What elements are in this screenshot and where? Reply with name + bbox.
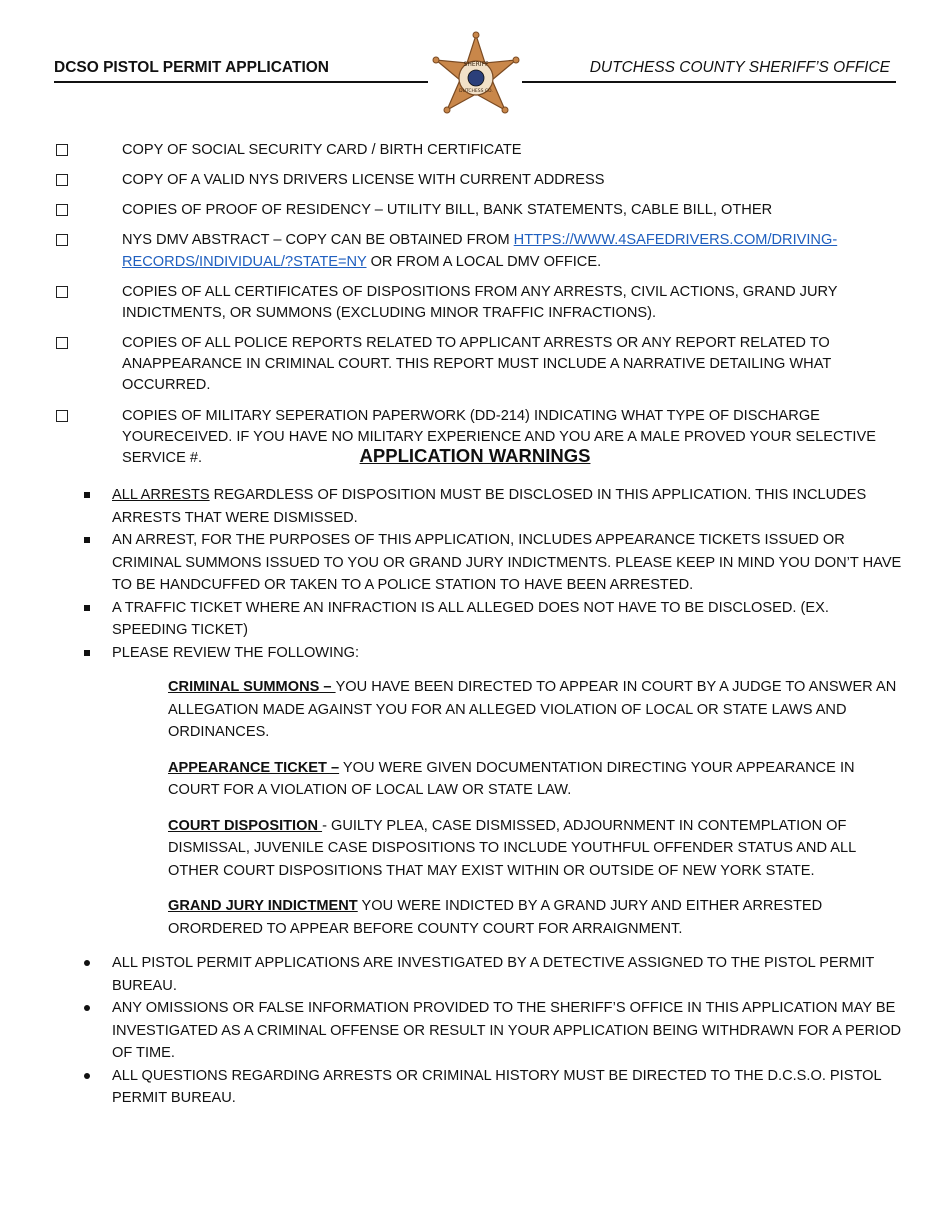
round-bullet-icon [84,1073,90,1079]
definition-item: APPEARANCE TICKET – YOU WERE GIVEN DOCUMENTATION DIRECTING YOUR APPEARANCE IN COURT FOR A VIOLATION OF LOCAL LAW OR STATE LAW. [168,759,855,798]
round-bullet-icon [84,1005,90,1011]
notes-list [84,952,904,1110]
list-item: ALL QUESTIONS REGARDING ARRESTS OR CRIMINAL HISTORY MUST BE DIRECTED TO THE D.C.S.O. PISTOL PERMIT BUREAU. [84,1065,904,1110]
square-bullet-icon [84,650,90,656]
badge-sub-text: DUTCHESS CO. [459,89,493,94]
sheriff-badge-icon [430,30,522,130]
form-title: DCSO PISTOL PERMIT APPLICATION [54,57,428,83]
badge-text: SHERIFF [463,61,489,68]
list-item: AN ARREST, FOR THE PURPOSES OF THIS APPLICATION, INCLUDES APPEARANCE TICKETS ISSUED OR CRIMINAL SUMMONS ISSUED TO YOU OR GRAND JURY INDICTMENTS. PLEASE KEEP IN MIND YOU DON’T HAVE TO BE HANDCUFFED OR TAKEN TO A POLICE STATION TO HAVE BEEN ARRESTED. [84,529,904,597]
checklist-item: COPIES OF ALL POLICE REPORTS RELATED TO APPLICANT ARRESTS OR ANY REPORT RELATED TO ANAPPEARANCE IN CRIMINAL COURT. THIS REPORT MUST INCLUDE A NARRATIVE DETAILING WHAT OCCURRED. [56,333,916,396]
checkbox[interactable] [56,337,68,349]
checklist-item: COPIES OF ALL CERTIFICATES OF DISPOSITIONS FROM ANY ARRESTS, CIVIL ACTIONS, GRAND JURY INDICTMENTS, OR SUMMONS (EXCLUDING MINOR TRAFFIC INFRACTIONS). [56,282,916,324]
checkbox[interactable] [56,144,68,156]
warnings-heading: APPLICATION WARNINGS [359,445,591,466]
document-checklist [56,140,916,478]
checklist-item: COPY OF SOCIAL SECURITY CARD / BIRTH CERTIFICATE [56,140,916,161]
warnings-list [84,484,904,664]
checklist-item: COPIES OF PROOF OF RESIDENCY – UTILITY BILL, BANK STATEMENTS, CABLE BILL, OTHER [56,200,916,221]
square-bullet-icon [84,492,90,498]
checklist-item: NYS DMV ABSTRACT – COPY CAN BE OBTAINED FROM HTTPS://WWW.4SAFEDRIVERS.COM/DRIVING-RECORDS/INDIVIDUAL/?STATE=NY OR FROM A LOCAL DMV OFFICE. [56,230,916,272]
square-bullet-icon [84,537,90,543]
checkbox[interactable] [56,286,68,298]
office-title: DUTCHESS COUNTY SHERIFF’S OFFICE [522,57,896,83]
definition-item: COURT DISPOSITION - GUILTY PLEA, CASE DISMISSED, ADJOURNMENT IN CONTEMPLATION OF DISMISSAL, JUVENILE CASE DISPOSITIONS TO INCLUDE YOUTHFUL OFFENDER STATUS AND ALL OTHER COURT DISPOSITIONS THAT MAY EXIST WITHIN OR OUTSIDE OF NEW YORK STATE. [168,817,856,879]
definitions [168,676,898,953]
checkbox[interactable] [56,204,68,216]
list-item: ALL PISTOL PERMIT APPLICATIONS ARE INVESTIGATED BY A DETECTIVE ASSIGNED TO THE PISTOL PERMIT BUREAU. [84,952,904,997]
round-bullet-icon [84,960,90,966]
page-header [0,0,950,130]
list-item: PLEASE REVIEW THE FOLLOWING: [84,642,904,665]
square-bullet-icon [84,605,90,611]
checkbox[interactable] [56,174,68,186]
dmv-abstract-link[interactable]: HTTPS://WWW.4SAFEDRIVERS.COM/DRIVING-RECORDS/INDIVIDUAL/?STATE=NY [122,232,838,270]
checkbox[interactable] [56,410,68,422]
checkbox[interactable] [56,234,68,246]
list-item: ALL ARRESTS REGARDLESS OF DISPOSITION MUST BE DISCLOSED IN THIS APPLICATION. THIS INCLUDES ARRESTS THAT WERE DISMISSED. [84,484,904,529]
definition-item: GRAND JURY INDICTMENT YOU WERE INDICTED BY A GRAND JURY AND EITHER ARRESTED ORORDERED TO APPEAR BEFORE COUNTY COURT FOR ARRAIGNMENT. [168,898,823,937]
checklist-item: COPY OF A VALID NYS DRIVERS LICENSE WITH CURRENT ADDRESS [56,170,916,191]
definition-item: CRIMINAL SUMMONS – YOU HAVE BEEN DIRECTED TO APPEAR IN COURT BY A JUDGE TO ANSWER AN ALLEGATION MADE AGAINST YOU FOR AN ALLEGED VIOLATION OF LOCAL OR STATE LAWS AND ORDINANCES. [168,679,897,740]
list-item: ANY OMISSIONS OR FALSE INFORMATION PROVIDED TO THE SHERIFF’S OFFICE IN THIS APPLICATION MAY BE INVESTIGATED AS A CRIMINAL OFFENSE OR RESULT IN YOUR APPLICATION BEING WITHDRAWN FOR A PERIOD OF TIME. [84,997,904,1065]
checklist-item: COPIES OF MILITARY SEPERATION PAPERWORK (DD-214) INDICATING WHAT TYPE OF DISCHARGE YOURECEIVED. IF YOU HAVE NO MILITARY EXPERIENCE AND YOU ARE A MALE PROVED YOUR SELECTIVE SERVICE #. [56,406,916,469]
list-item: A TRAFFIC TICKET WHERE AN INFRACTION IS ALL ALLEGED DOES NOT HAVE TO BE DISCLOSED. (EX. SPEEDING TICKET) [84,597,904,642]
